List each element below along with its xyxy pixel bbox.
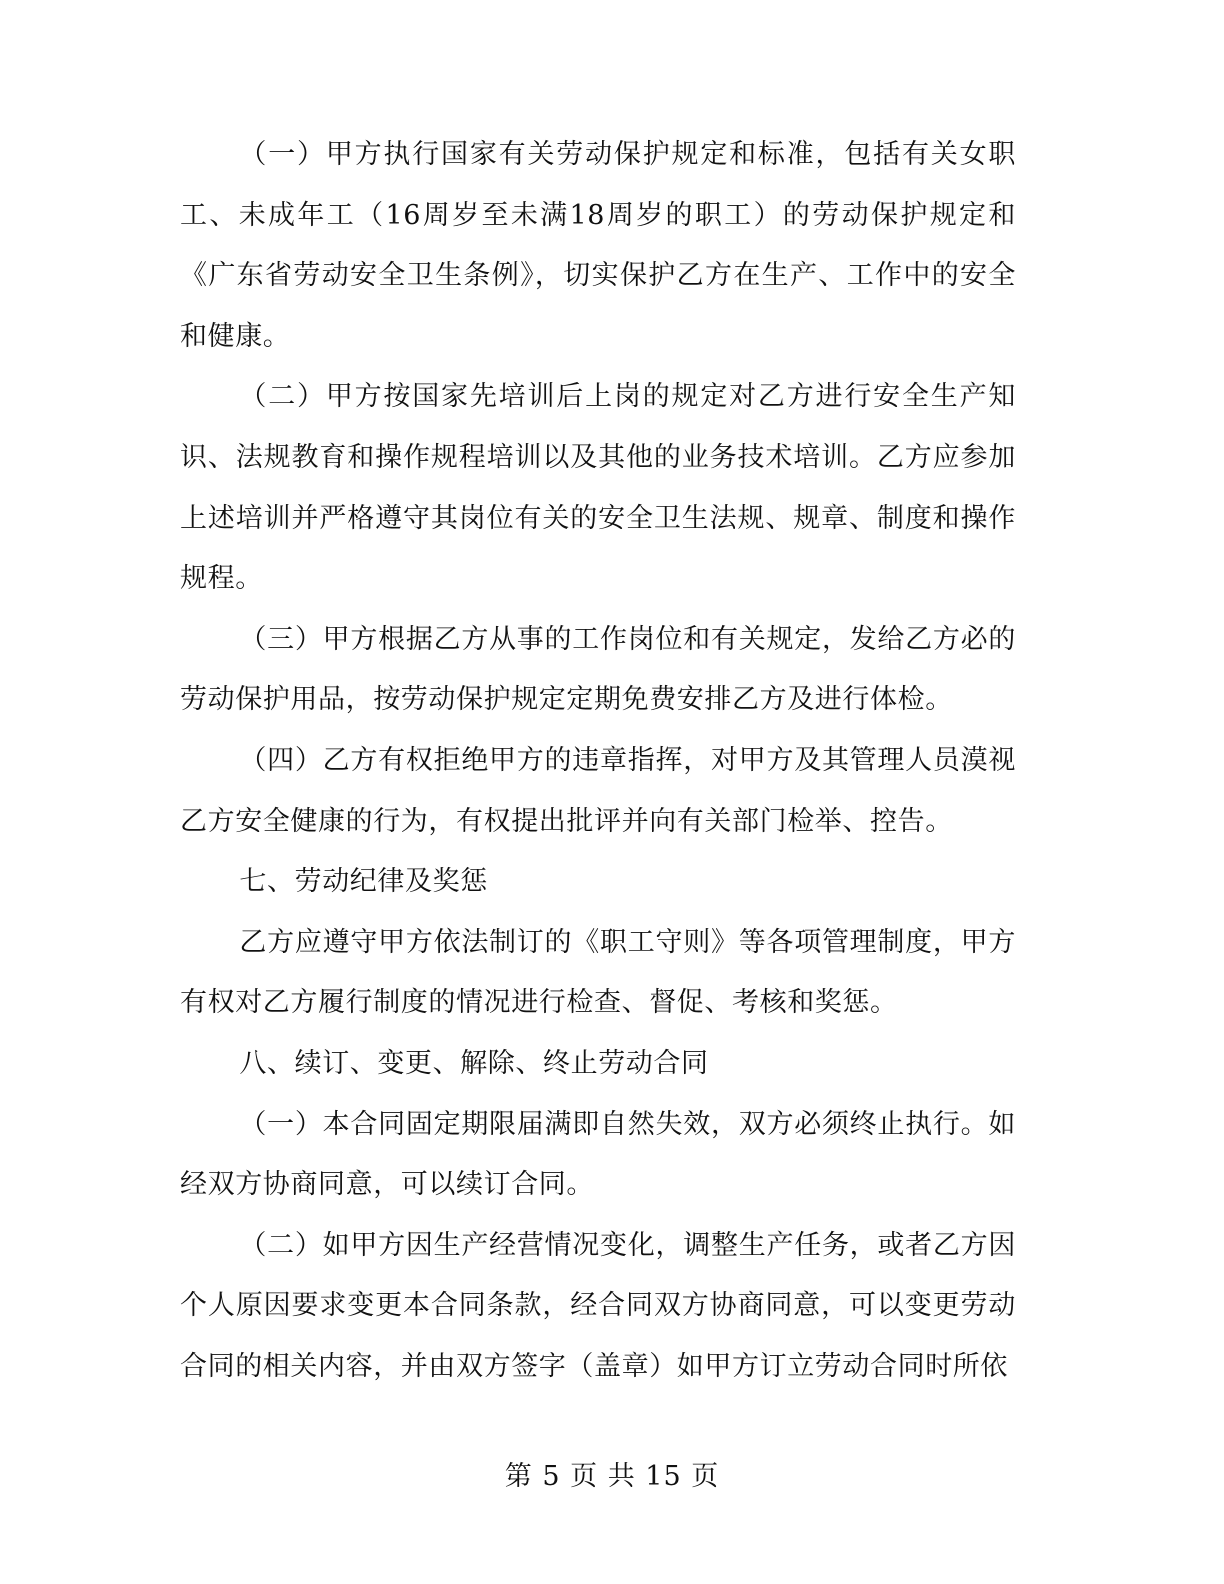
paragraph-discipline: 乙方应遵守甲方依法制订的《职工守则》等各项管理制度，甲方有权对乙方履行制度的情况进行检查、督促、考核和奖惩。 — [180, 926, 1016, 1019]
paragraph-contract-renewal: （一）本合同固定期限届满即自然失效，双方必须终止执行。如经双方协商同意，可以续订合同。 — [180, 1108, 1016, 1201]
section-heading-contract-change: 八、续订、变更、解除、终止劳动合同 — [239, 1047, 709, 1079]
paragraph-labor-protection-1: （一）甲方执行国家有关劳动保护规定和标准，包括有关女职工、未成年工（16周岁至未满18周岁的职工）的劳动保护规定和《广东省劳动安全卫生条例》，切实保护乙方在生产、工作中的安全和健康。 — [180, 139, 1016, 352]
paragraph-labor-protection-4: （四）乙方有权拒绝甲方的违章指挥，对甲方及其管理人员漠视乙方安全健康的行为，有权提出批评并向有关部门检举、控告。 — [180, 744, 1016, 837]
page-number: 第 5 页 共 15 页 — [504, 1461, 720, 1492]
paragraph-labor-protection-2: （二）甲方按国家先培训后上岗的规定对乙方进行安全生产知识、法规教育和操作规程培训以及其他的业务技术培训。乙方应参加上述培训并严格遵守其岗位有关的安全卫生法规、规章、制度和操作规程。 — [180, 381, 1016, 595]
page-footer — [0, 1454, 1224, 1493]
paragraph-labor-protection-3: （三）甲方根据乙方从事的工作岗位和有关规定，发给乙方必的劳动保护用品，按劳动保护规定定期免费安排乙方及进行体检。 — [180, 623, 1016, 716]
document-body — [180, 125, 1016, 1397]
paragraph-contract-modification: （二）如甲方因生产经营情况变化，调整生产任务，或者乙方因个人原因要求变更本合同条款，经合同双方协商同意，可以变更劳动合同的相关内容，并由双方签字（盖章）如甲方订立劳动合同时所依 — [180, 1229, 1016, 1382]
section-heading-discipline: 七、劳动纪律及奖惩 — [239, 866, 488, 898]
